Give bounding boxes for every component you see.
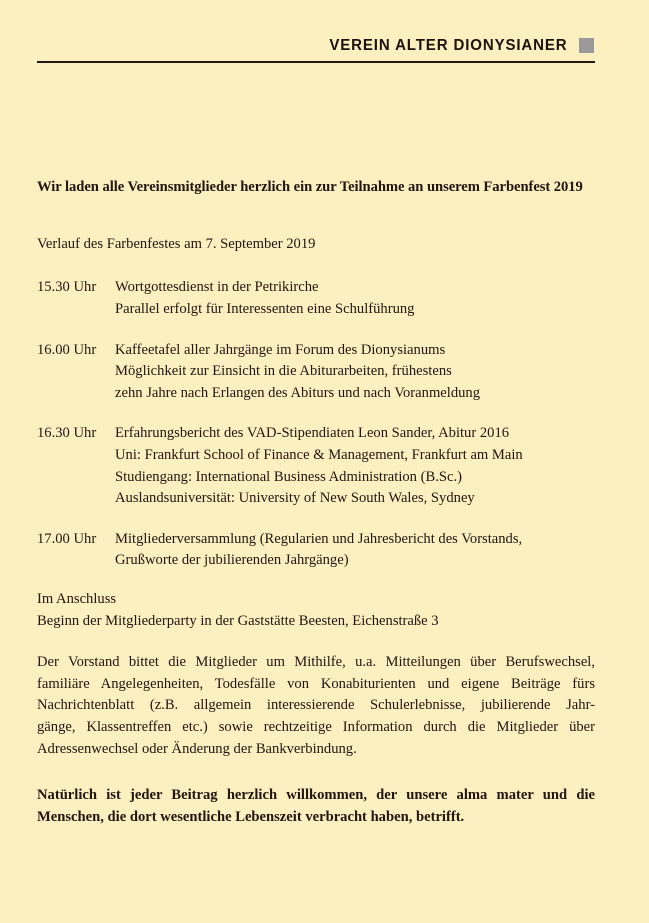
- afterwards-detail: Beginn der Mitgliederparty in der Gaststätte Beesten, Eichenstraße 3: [37, 612, 439, 629]
- schedule-subheading: Verlauf des Farbenfestes am 7. September 2019: [37, 236, 316, 253]
- schedule-entry-line: Wortgottesdienst in der Petrikirche: [115, 279, 319, 296]
- afterwards-label: Im Anschluss: [37, 591, 117, 607]
- organization-title: VEREIN ALTER DIONYSIANER: [329, 36, 568, 54]
- schedule-entry-time: 16.30 Uhr: [37, 425, 97, 442]
- paragraph-line: familiäre Angelegenheiten, Todesfälle von Konabiturienten und eigene Beiträge fürs: [37, 675, 595, 692]
- schedule-entry: [37, 529, 595, 572]
- schedule-entry-line: Uni: Frankfurt School of Finance & Management, Frankfurt am Main: [115, 447, 523, 464]
- schedule-entry-line: Möglichkeit zur Einsicht in die Abiturarbeiten, frühestens: [115, 363, 452, 380]
- schedule-entry-description: [115, 423, 595, 509]
- masthead-divider: [37, 61, 595, 63]
- schedule-entry-description: [115, 340, 595, 405]
- schedule-entry-line: Studiengang: International Business Administration (B.Sc.): [115, 468, 462, 485]
- masthead-row: [37, 33, 595, 58]
- schedule-entry-time: 15.30 Uhr: [37, 279, 97, 296]
- paragraph-line: Natürlich ist jeder Beitrag herzlich willkommen, der unsere alma mater und die: [37, 787, 595, 804]
- schedule-entry-line: Parallel erfolgt für Interessenten eine Schulführung: [115, 301, 415, 318]
- schedule-entry-time: 16.00 Uhr: [37, 341, 97, 358]
- paragraph-line: Menschen, die dort wesentliche Lebenszeit verbracht haben, betrifft.: [37, 808, 465, 825]
- masthead: [37, 33, 595, 65]
- paragraph-line: Nachrichtenblatt (z.B. allgemein interessierende Schulerlebnisse, jubilierende Jahr-: [37, 697, 595, 714]
- schedule-entry-description: [115, 277, 595, 320]
- paragraph-line: Der Vorstand bittet die Mitglieder um Mithilfe, u.a. Mitteilungen über Berufswechsel,: [37, 654, 595, 671]
- schedule-entry-line: Kaffeetafel aller Jahrgänge im Forum des Dionysianums: [115, 341, 446, 358]
- document-content: [37, 178, 595, 828]
- schedule-entry: [37, 277, 595, 320]
- schedule-list: [37, 253, 595, 572]
- schedule-entry: [37, 423, 595, 509]
- board-request-paragraph: [37, 632, 595, 760]
- schedule-entry: [37, 340, 595, 405]
- schedule-entry-time: 17.00 Uhr: [37, 530, 97, 547]
- schedule-entry-description: [115, 529, 595, 572]
- schedule-entry-line: Mitgliederversammlung (Regularien und Jahresbericht des Vorstands,: [115, 530, 523, 547]
- schedule-entry-line: Erfahrungsbericht des VAD-Stipendiaten Leon Sander, Abitur 2016: [115, 425, 510, 442]
- paragraph-line: gänge, Klassentreffen etc.) sowie rechtzeitige Information durch die Mitglieder über: [37, 718, 595, 735]
- afterwards-block: [37, 572, 595, 632]
- closing-paragraph: [37, 760, 595, 828]
- schedule-entry-line: Grußworte der jubilierenden Jahrgänge): [115, 552, 349, 569]
- paragraph-line: Adressenwechsel oder Änderung der Bankverbindung.: [37, 740, 357, 757]
- schedule-entry-line: Auslandsuniversität: University of New South Wales, Sydney: [115, 490, 475, 507]
- schedule-entry-line: zehn Jahre nach Erlangen des Abiturs und nach Voranmeldung: [115, 384, 481, 401]
- invitation-heading: Wir laden alle Vereinsmitglieder herzlich ein zur Teilnahme an unserem Farbenfest 2019: [37, 179, 583, 195]
- square-marker-icon: [579, 38, 594, 53]
